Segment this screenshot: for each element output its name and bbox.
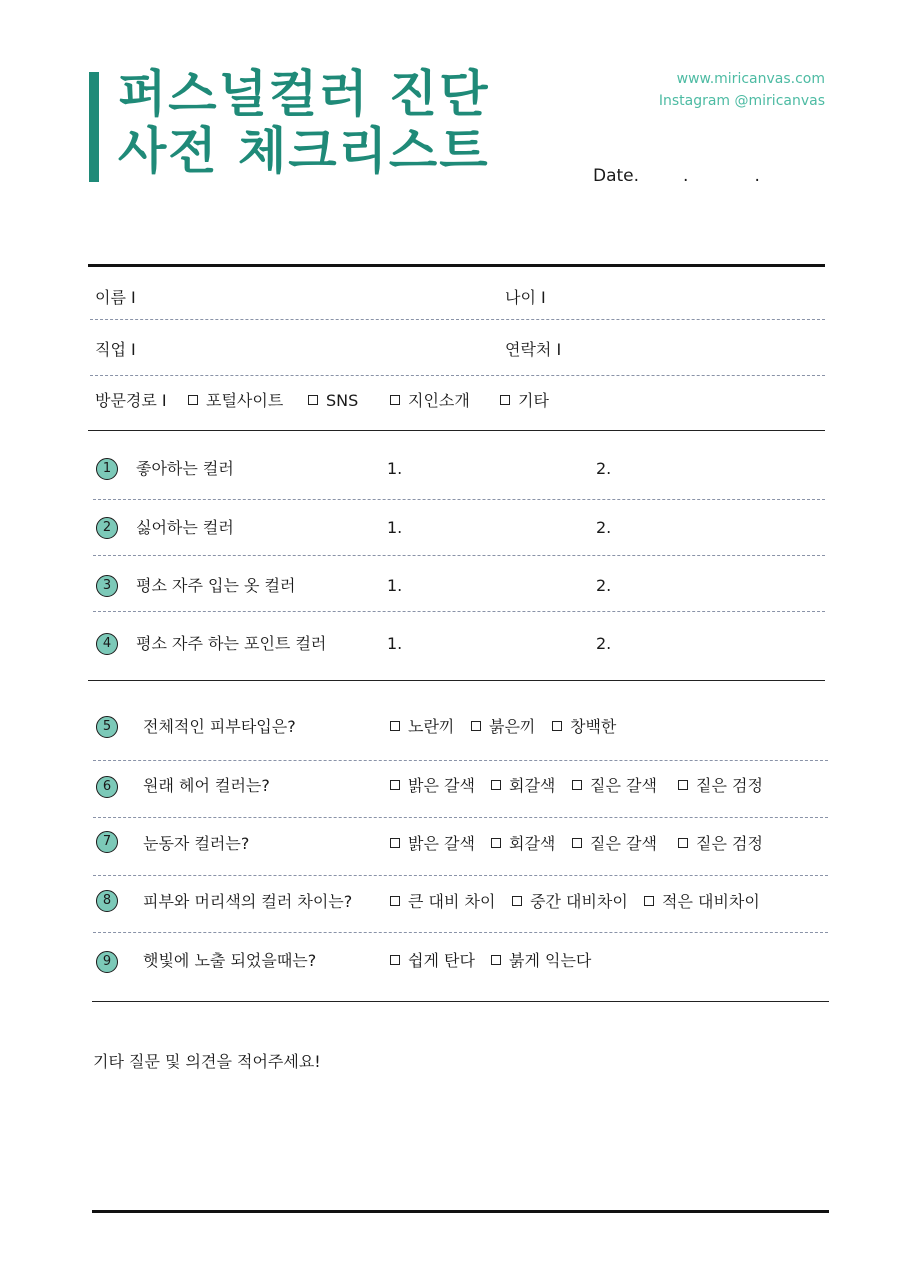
pref-answer-2[interactable]: 2. [596,518,612,537]
answer-option[interactable] [678,775,763,797]
pref-answer-2[interactable]: 2. [596,634,612,653]
website-text: www.miricanvas.com [676,71,825,87]
row-divider [93,611,825,612]
number-badge: 4 [96,633,118,655]
info-divider [90,375,825,376]
pref-answer-1[interactable]: 1. [387,459,403,478]
info-divider [90,319,825,320]
answer-option[interactable] [678,833,763,855]
title-line-1: 퍼스널컬러 진단 [118,65,490,123]
option-label: 밝은 갈색 [408,834,475,853]
answer-option[interactable] [471,716,535,738]
row-divider [93,555,825,556]
option-label: 중간 대비차이 [530,892,628,911]
job-label: 직업 I [95,340,136,359]
answer-option[interactable] [390,833,475,855]
answer-option[interactable] [572,833,657,855]
checkbox[interactable] [390,721,400,731]
answer-option[interactable] [390,716,454,738]
contact-label: 연락처 I [505,340,562,359]
option-label: 창백한 [570,717,617,736]
number-badge: 5 [96,716,118,738]
option-label: 회갈색 [509,776,556,795]
checkbox[interactable] [552,721,562,731]
option-label: 기타 [518,391,549,410]
date-separator-1: . [683,166,689,186]
checkbox[interactable] [188,395,198,405]
answer-option[interactable] [572,775,657,797]
number-badge: 1 [96,458,118,480]
checkbox[interactable] [491,780,501,790]
title-accent-bar [89,72,99,182]
row-divider [93,760,828,761]
number-badge: 3 [96,575,118,597]
option-label: 포털사이트 [206,391,284,410]
option-label: 지인소개 [408,391,470,410]
row-divider [93,499,825,500]
number-badge: 2 [96,517,118,539]
answer-option[interactable] [491,833,555,855]
title-line-2: 사전 체크리스트 [118,122,490,180]
pref-answer-1[interactable]: 1. [387,518,403,537]
checkbox[interactable] [572,838,582,848]
checkbox[interactable] [390,955,400,965]
section-rule [92,1001,829,1002]
checkbox[interactable] [678,838,688,848]
option-label: 쉽게 탄다 [408,951,475,970]
pref-answer-2[interactable]: 2. [596,576,612,595]
name-label: 이름 I [95,288,136,307]
info-top-rule [88,264,825,267]
row-divider [93,875,828,876]
row-divider [93,932,828,933]
checkbox[interactable] [500,395,510,405]
age-label: 나이 I [505,288,546,307]
checkbox[interactable] [390,780,400,790]
visit-option-other[interactable] [500,390,549,412]
date-field [593,166,760,186]
checkbox[interactable] [678,780,688,790]
answer-option[interactable] [491,950,591,972]
comments-label: 기타 질문 및 의견을 적어주세요! [93,1052,321,1071]
answer-option[interactable] [644,891,760,913]
option-label: 짙은 검정 [696,776,763,795]
checkbox[interactable] [390,896,400,906]
option-label: SNS [326,391,359,410]
bottom-rule [92,1210,829,1213]
option-label: 짙은 갈색 [590,776,657,795]
pref-answer-1[interactable]: 1. [387,576,403,595]
checkbox[interactable] [512,896,522,906]
checkbox[interactable] [491,838,501,848]
answer-option[interactable] [390,891,495,913]
section-rule [88,430,825,431]
answer-option[interactable] [390,775,475,797]
option-label: 짙은 갈색 [590,834,657,853]
option-label: 적은 대비차이 [662,892,760,911]
answer-option[interactable] [390,950,475,972]
row-divider [93,817,828,818]
pref-answer-1[interactable]: 1. [387,634,403,653]
date-separator-2: . [754,166,760,186]
pref-answer-2[interactable]: 2. [596,459,612,478]
answer-option[interactable] [512,891,628,913]
option-label: 큰 대비 차이 [408,892,496,911]
date-label: Date. [593,166,640,186]
visit-option-portal[interactable] [188,390,283,412]
pref-label: 싫어하는 컬러 [136,518,234,537]
visit-option-sns[interactable] [308,390,358,412]
number-badge: 9 [96,951,118,973]
page-title [118,66,490,180]
option-label: 노란끼 [408,717,455,736]
question-label: 눈동자 컬러는? [143,834,250,853]
question-label: 햇빛에 노출 되었을때는? [143,951,317,970]
option-label: 밝은 갈색 [408,776,475,795]
question-label: 전체적인 피부타입은? [143,717,296,736]
option-label: 붉게 익는다 [509,951,592,970]
checkbox[interactable] [390,395,400,405]
instagram-text: Instagram @miricanvas [658,93,825,109]
option-label: 붉은끼 [489,717,536,736]
number-badge: 8 [96,890,118,912]
visit-route-label: 방문경로 I [95,391,167,410]
number-badge: 7 [96,831,118,853]
checkbox[interactable] [308,395,318,405]
checkbox[interactable] [572,780,582,790]
pref-label: 평소 자주 하는 포인트 컬러 [136,634,327,653]
option-label: 회갈색 [509,834,556,853]
checkbox[interactable] [390,838,400,848]
answer-option[interactable] [491,775,555,797]
checkbox[interactable] [471,721,481,731]
question-label: 피부와 머리색의 컬러 차이는? [143,892,353,911]
answer-option[interactable] [552,716,616,738]
visit-option-referral[interactable] [390,390,470,412]
checkbox[interactable] [644,896,654,906]
number-badge: 6 [96,776,118,798]
option-label: 짙은 검정 [696,834,763,853]
brand-info [659,68,825,112]
question-label: 원래 헤어 컬러는? [143,776,270,795]
pref-label: 좋아하는 컬러 [136,459,234,478]
checkbox[interactable] [491,955,501,965]
section-rule [88,680,825,681]
pref-label: 평소 자주 입는 옷 컬러 [136,576,296,595]
